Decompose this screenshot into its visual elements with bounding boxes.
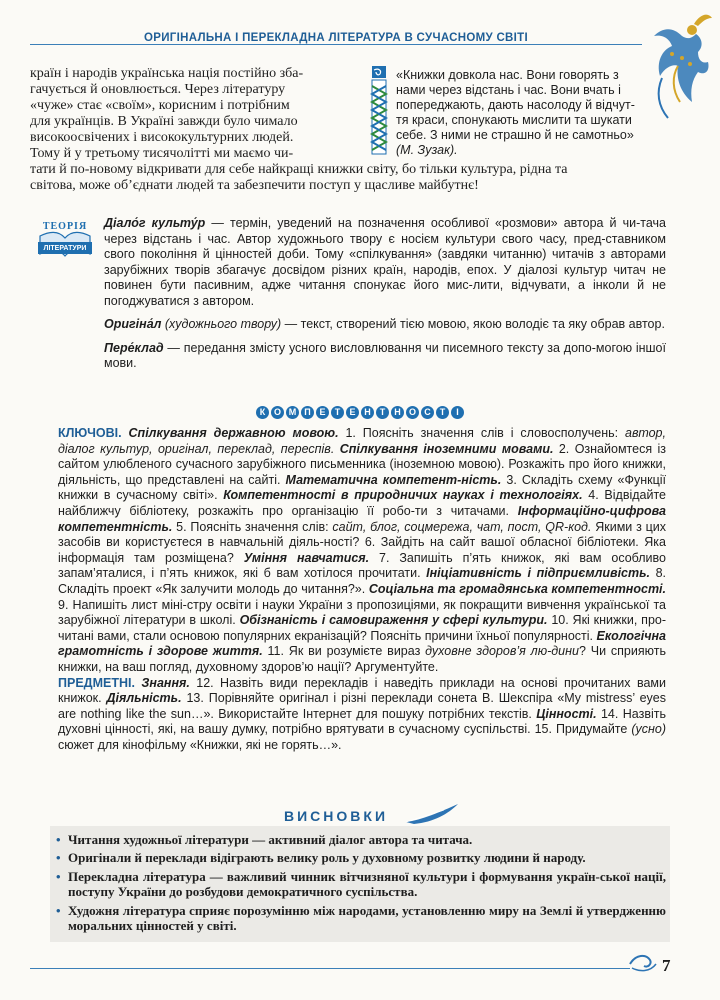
conclusion-item: • Художня література сприяє порозумінню між народами, установленню миру на Землі й утвердженню моральних цінностей у світі. <box>56 903 666 934</box>
competence-title-letter: О <box>406 406 419 419</box>
conclusions-list <box>56 832 666 936</box>
competence-title-letter: І <box>451 406 464 419</box>
competence-title-letter: Т <box>376 406 389 419</box>
quote <box>396 68 654 158</box>
intro-line: «чуже» стає «своїм», корисним і потрібним <box>30 98 290 113</box>
competence-title-letter: Е <box>346 406 359 419</box>
subject-label: ПРЕДМЕТНІ. <box>58 675 135 690</box>
competence-task: 12. Назвіть види перекладів і наведіть приклади на основі прочитаних вами книжок. <box>58 675 666 706</box>
competence-heading: Обізнаність і самовираження у сфері культури. <box>235 613 548 628</box>
book-pattern-icon <box>370 66 388 156</box>
competence-heading: Соціальна та громадянська компетентності. <box>365 581 666 596</box>
intro-line: Тому й у третьому тисячолітті ми маємо чи- <box>30 146 294 161</box>
conclusion-item: • Перекладна література — важливий чинник вітчизняної культури і формування україн-ської нації, поступу України до розбудови демократичного суспільства. <box>56 869 666 900</box>
definition-text: — текст, створений тією мовою, якою володіє та яку обрав автор. <box>281 317 665 331</box>
competence-term: автор, діалог культур, оригінал, переклад, переспів. <box>58 426 666 456</box>
competence-task: 13. Порівняйте оригінал і різні переклади сонета В. Шекспіра «My mistress’ eyes are nothing like the sun…». Використайте Інтернет для пошуку потрібних текстів. <box>58 691 666 721</box>
competence-term: (усно) <box>631 722 666 737</box>
competence-title-letter: Н <box>391 406 404 419</box>
definition-dialog <box>104 216 666 309</box>
intro-line: для українців. В Україні завжди було чимало <box>30 114 298 129</box>
competence-task: 5. Поясніть значення слів: <box>172 519 333 534</box>
competence-heading: Знання. <box>141 675 190 690</box>
conclusion-item: • Оригінали й переклади відіграють велику роль у духовному розвитку людини й народу. <box>56 850 666 865</box>
quote-line: тя краси, спонукають мислити та шукати <box>396 113 632 127</box>
definition-note: (художнього твору) <box>161 317 282 331</box>
competence-task: 3. Складіть схему «Функції книжки в сучасному світі». <box>58 472 666 503</box>
definition-text: — термін, уведений на позначення особливої «розмови» автора й чи-тача через відстань і час. Автор художнього твору є носієм культури свого часу, пред-ставником свого покоління й цінностей доби. Тому «спілкування» (завдяки читанню) читачів з авторами зарубіжних творів збагачує досвідом різних країн, народів, епох. У діалозі культур читач не повинен бути пасивним, адже читання спонукає його мис-лити, відчувати, а інколи й не погоджуватися з автором. <box>104 216 666 308</box>
competence-heading: Спілкування іноземними мовами. <box>334 441 554 456</box>
page-number: 7 <box>662 956 671 975</box>
conclusion-item: • Читання художньої літератури — активний діалог автора та читача. <box>56 832 666 847</box>
competence-title-letter: П <box>301 406 314 419</box>
competence-task: сюжет для кінофільму «Книжки, які не горять…». <box>58 737 342 752</box>
header-rule <box>30 44 642 45</box>
key-competences <box>58 426 666 674</box>
competence-task: 9. Напишіть лист міні-стру освіти і науки України з пропозиціями, як покращити вивчення української та зарубіжної літератури в школі. <box>58 597 666 628</box>
competence-heading: Компетентності в природничих науках і технологіях. <box>217 488 583 503</box>
competence-heading: Діяльність. <box>101 691 182 706</box>
competence-task: 7. Запишіть п’ять книжок, які вам особливо запам’яталися, і п’ять книжок, які б вам хотілося прочитати. <box>58 550 666 581</box>
quote-line: нами через відстань і час. Вони вчать і <box>396 83 621 97</box>
conclusions-title: ВИСНОВКИ <box>284 808 389 824</box>
swirl-ornament-icon <box>628 950 660 976</box>
competence-heading: Ініціативність і підприємливість. <box>420 566 650 581</box>
intro-full <box>30 162 670 194</box>
subject-competences <box>58 676 666 752</box>
competence-task: 2. Ознайомтеся із сайтом улюбленого сучасного зарубіжного письменника (іноземною мовою). Розкажіть про його книжки, діяльність, що представлені на сайті. <box>58 441 667 487</box>
intro-line: світова, може об’єднати людей та забезпечити поступ у щасливе майбутнє! <box>30 178 479 193</box>
competence-title-letter: Т <box>331 406 344 419</box>
quote-line: попереджають, дають насолоду й відчут- <box>396 98 635 112</box>
competence-heading: Інформаційно-цифрова компетентність. <box>58 503 667 534</box>
competence-task: ? Чи сприяють книжки, на ваш погляд, духовному здоров’ю нації? Аргументуйте. <box>58 644 666 674</box>
theory-badge-bottom: ЛІТЕРАТУРИ <box>43 245 87 252</box>
competence-heading: Математична компетент-ність. <box>280 472 502 487</box>
competence-term: сайт, блог, соцмережа, чат, пост, QR-код. <box>332 519 592 534</box>
intro-left <box>30 66 364 162</box>
competence-title-letter: Н <box>361 406 374 419</box>
quote-line: себе. З ними не страшно й не самотньо» <box>396 128 634 142</box>
quote-line: «Книжки довкола нас. Вони говорять з <box>396 68 619 82</box>
definition-original <box>104 317 666 333</box>
competence-task: 11. Як ви розумієте вираз <box>262 644 426 659</box>
definition-translation <box>104 341 666 372</box>
competence-task: 8. Складіть проект «Як залучити молодь до читання?». <box>58 566 666 596</box>
intro-line: країн і народів українська нація постійно зба- <box>30 66 304 81</box>
competence-heading: Спілкування державною мовою. <box>128 426 339 440</box>
quote-author: (М. Зузак). <box>396 143 458 157</box>
competence-title-letter: К <box>256 406 269 419</box>
competence-title-letter: Т <box>436 406 449 419</box>
competence-task: 1. Поясніть значення слів і словосполучень: <box>338 426 625 440</box>
footer-rule <box>30 968 630 969</box>
key-label: КЛЮЧОВІ. <box>58 426 122 440</box>
definition-term: Оригіна́л <box>104 317 162 331</box>
competence-text <box>58 426 666 753</box>
intro-line: гачується й оновлюється. Через літературу <box>30 82 286 97</box>
competence-title <box>0 403 720 421</box>
competence-task: 10. Які книжки, про-читані вами, стали основою популярних екранізацій? Поясніть причини їхньої популярності. <box>58 613 667 643</box>
competence-title-letter: О <box>271 406 284 419</box>
theory-badge-top: ТЕОРІЯ <box>42 221 88 232</box>
definition-term: Пере́клад <box>104 340 164 355</box>
competence-task: 14. Назвіть духовні цінності, які, на вашу думку, потрібно врятувати в сучасному суспільстві. 15. Придумайте <box>58 706 666 737</box>
definition-term: Діало́г культу́р <box>104 216 206 230</box>
feather-icon <box>404 802 460 826</box>
running-header: ОРИГІНАЛЬНА І ПЕРЕКЛАДНА ЛІТЕРАТУРА В СУЧАСНОМУ СВІТІ <box>144 32 528 44</box>
competence-task: Якими з цих засобів ви користуєтеся в навчальній діяль-ності? 6. Зайдіть на сайт вашої обласної бібліотеки. Яка інформація там розміщена? <box>58 519 666 565</box>
competence-title-letter: Е <box>316 406 329 419</box>
competence-title-letter: М <box>286 406 299 419</box>
definition-text: — передання змісту усного висловлювання чи писемного тексту за допо-могою іншої мови. <box>104 340 666 370</box>
competence-task: 4. Відвідайте найближчу бібліотеку, розкажіть про організацію її робо-ти з читачами. <box>58 488 667 518</box>
competence-heading: Уміння навчатися. <box>233 550 370 565</box>
competence-heading: Цінності. <box>531 706 597 721</box>
theory-definitions <box>104 216 666 380</box>
competence-term: духовне здоров’я лю-дини <box>425 644 579 659</box>
theory-badge <box>36 216 94 262</box>
competence-heading: Екологічна грамотність і здорове життя. <box>58 628 666 659</box>
competence-title-letter: С <box>421 406 434 419</box>
intro-line: тати й по-новому відкривати для себе найкращі книжки світу, бо тільки культура, рідна та <box>30 162 568 177</box>
intro-line: високоосвічених і висококультурних людей. <box>30 130 294 145</box>
